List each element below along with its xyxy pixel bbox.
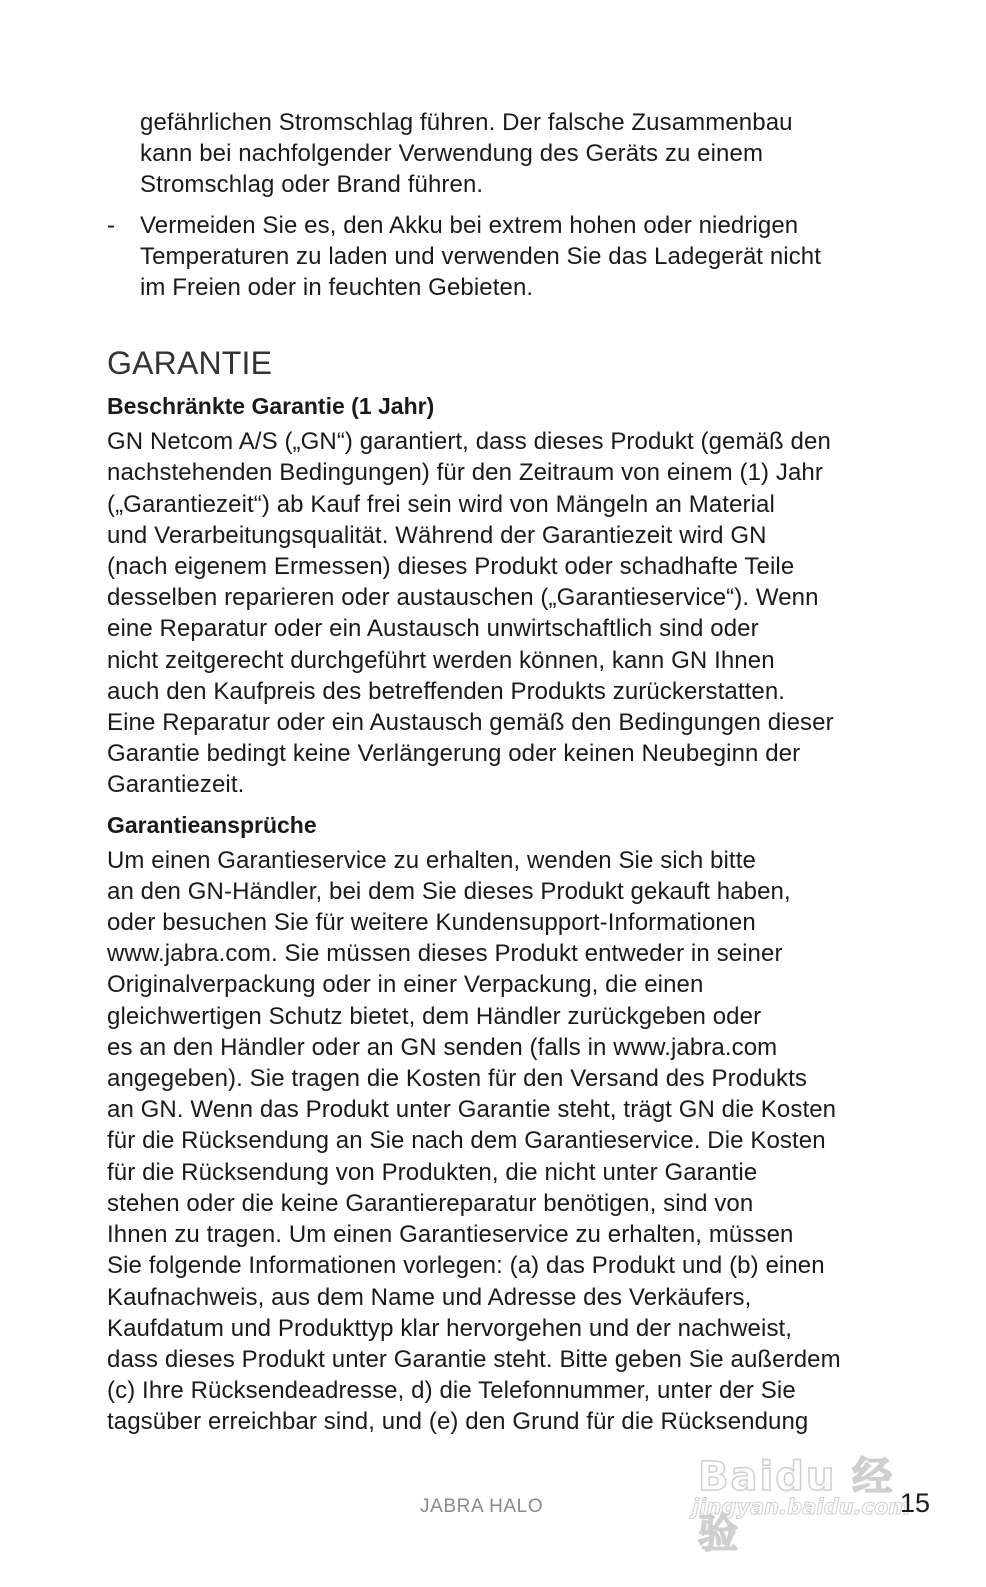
text-line: (nach eigenem Ermessen) dieses Produkt oder schadhafte Teile xyxy=(107,553,795,581)
watermark-url: jingyan.baidu.com xyxy=(692,1495,911,1519)
text-line: eine Reparatur oder ein Austausch unwirtschaftlich sind oder xyxy=(107,615,759,643)
text-line: Um einen Garantieservice zu erhalten, wenden Sie sich bitte xyxy=(107,846,756,874)
text-line: nicht zeitgerecht durchgeführt werden können, kann GN Ihnen xyxy=(107,646,775,674)
text-line: gefährlichen Stromschlag führen. Der falsche Zusammenbau xyxy=(140,109,793,136)
text-line: Vermeiden Sie es, den Akku bei extrem hohen oder niedrigen xyxy=(140,211,799,239)
page-number: 15 xyxy=(900,1488,931,1518)
limited-warranty-paragraph xyxy=(107,426,879,800)
baidu-jingyan-watermark xyxy=(690,1445,920,1557)
footer-brand: JABRA HALO xyxy=(420,1496,544,1517)
text-line: Ihnen zu tragen. Um einen Garantieservice zu erhalten, müssen xyxy=(107,1221,794,1249)
text-line: („Garantiezeit“) ab Kauf frei sein wird von Mängeln an Material xyxy=(107,490,775,518)
text-line: Eine Reparatur oder ein Austausch gemäß den Bedingungen dieser xyxy=(107,709,834,737)
text-line: Temperaturen zu laden und verwenden Sie das Ladegerät nicht xyxy=(140,242,822,270)
text-line: Stromschlag oder Brand führen. xyxy=(140,171,484,199)
text-line: desselben reparieren oder austauschen („Garantieservice“). Wenn xyxy=(107,584,819,612)
watermark-logo: Baidu 经验 xyxy=(698,1454,895,1557)
text-line: auch den Kaufpreis des betreffenden Produkts zurückerstatten. xyxy=(107,677,786,705)
text-line: es an den Händler oder an GN senden (falls in www.jabra.com xyxy=(107,1033,778,1061)
text-line: angegeben). Sie tragen die Kosten für den Versand des Produkts xyxy=(107,1065,808,1093)
text-line: Garantiezeit. xyxy=(107,771,245,799)
claims-paragraph xyxy=(107,845,879,1438)
text-line: stehen oder die keine Garantiereparatur benötigen, sind von xyxy=(107,1189,754,1217)
text-line: dass dieses Produkt unter Garantie steht. Bitte geben Sie außerdem xyxy=(107,1345,841,1373)
intro-continued-paragraph xyxy=(107,107,879,201)
text-line: Originalverpackung oder in einer Verpackung, die einen xyxy=(107,971,704,999)
text-line: an GN. Wenn das Produkt unter Garantie steht, trägt GN die Kosten xyxy=(107,1096,837,1124)
bullet-marker: - xyxy=(107,211,115,239)
text-line: gleichwertigen Schutz bietet, dem Händler zurückgeben oder xyxy=(107,1002,762,1030)
document-page xyxy=(107,107,879,1438)
text-line: Garantie bedingt keine Verlängerung oder keinen Neubeginn der xyxy=(107,740,801,768)
text-line: GN Netcom A/S („GN“) garantiert, dass dieses Produkt (gemäß den xyxy=(107,428,831,456)
text-line: kann bei nachfolgender Verwendung des Geräts zu einem xyxy=(140,140,764,168)
text-line: Sie folgende Informationen vorlegen: (a) das Produkt und (b) einen xyxy=(107,1252,825,1280)
text-line: Kaufnachweis, aus dem Name und Adresse des Verkäufers, xyxy=(107,1283,752,1311)
text-line: an den GN-Händler, bei dem Sie dieses Produkt gekauft haben, xyxy=(107,877,791,905)
text-line: für die Rücksendung an Sie nach dem Garantieservice. Die Kosten xyxy=(107,1127,826,1155)
text-line: oder besuchen Sie für weitere Kundensupport-Informationen xyxy=(107,909,756,937)
limited-warranty-heading: Beschränkte Garantie (1 Jahr) xyxy=(107,393,435,420)
text-line: www.jabra.com. Sie müssen dieses Produkt entweder in seiner xyxy=(107,940,783,968)
text-line: nachstehenden Bedingungen) für den Zeitraum von einem (1) Jahr xyxy=(107,459,823,487)
section-title: GARANTIE xyxy=(107,345,273,382)
text-line: und Verarbeitungsqualität. Während der Garantiezeit wird GN xyxy=(107,521,767,549)
bullet-item xyxy=(107,210,879,304)
text-line: (c) Ihre Rücksendeadresse, d) die Telefonnummer, unter der Sie xyxy=(107,1377,796,1405)
text-line: Kaufdatum und Produkttyp klar hervorgehen und der nachweist, xyxy=(107,1314,793,1342)
text-line: für die Rücksendung von Produkten, die nicht unter Garantie xyxy=(107,1158,758,1186)
text-line: im Freien oder in feuchten Gebieten. xyxy=(140,274,534,302)
claims-heading: Garantieansprüche xyxy=(107,811,317,838)
text-line: tagsüber erreichbar sind, und (e) den Grund für die Rücksendung xyxy=(107,1408,809,1436)
